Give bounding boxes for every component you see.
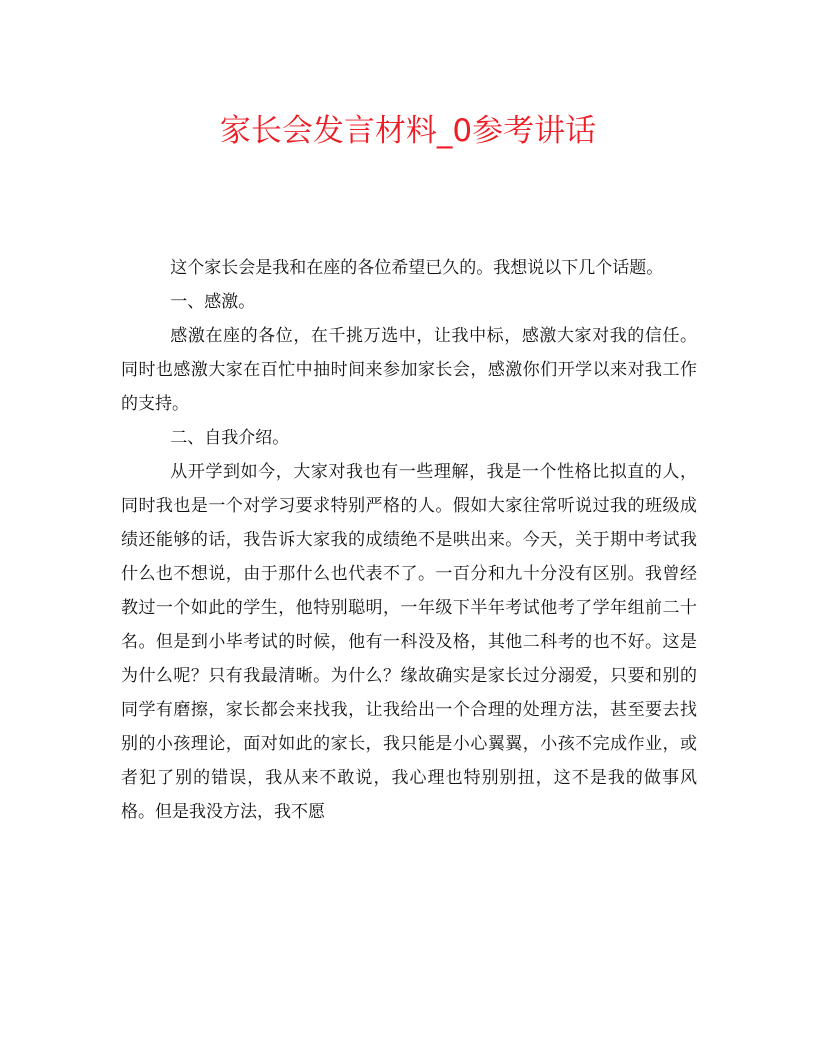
paragraph-intro: 这个家长会是我和在座的各位希望已久的。我想说以下几个话题。 (170, 258, 664, 278)
section-heading-thanks: 一、感激。 (170, 292, 256, 312)
document-body (121, 251, 697, 829)
paragraph-thanks: 感激在座的各位，在千挑万选中，让我中标，感激大家对我的信任。同时也感激大家在百忙中抽时间来参加家长会，感激你们开学以来对我工作的支持。 (121, 326, 697, 414)
document-title: 家长会发言材料_0参考讲话 (219, 113, 597, 149)
paragraph-self-introduction: 从开学到如今，大家对我也有一些理解，我是一个性格比拟直的人，同时我也是一个对学习要求特别严格的人。假如大家往常听说过我的班级成绩还能够的话，我告诉大家我的成绩绝不是哄出来。今天，关于期中考试我什么也不想说，由于那什么也代表不了。一百分和九十分没有区别。我曾经教过一个如此的学生，他特别聪明，一年级下半年考试他考了学年组前二十名。但是到小毕考试的时候，他有一科没及格，其他二科考的也不好。这是为什么呢？只有我最清晰。为什么？缘故确实是家长过分溺爱，只要和别的同学有磨擦，家长都会来找我，让我给出一个合理的处理方法，甚至要去找别的小孩理论，面对如此的家长，我只能是小心翼翼，小孩不完成作业，或者犯了别的错误，我从来不敢说，我心理也特别别扭，这不是我的做事风格。但是我没方法，我不愿 (121, 462, 697, 822)
section-heading-self-introduction: 二、自我介绍。 (170, 428, 290, 448)
